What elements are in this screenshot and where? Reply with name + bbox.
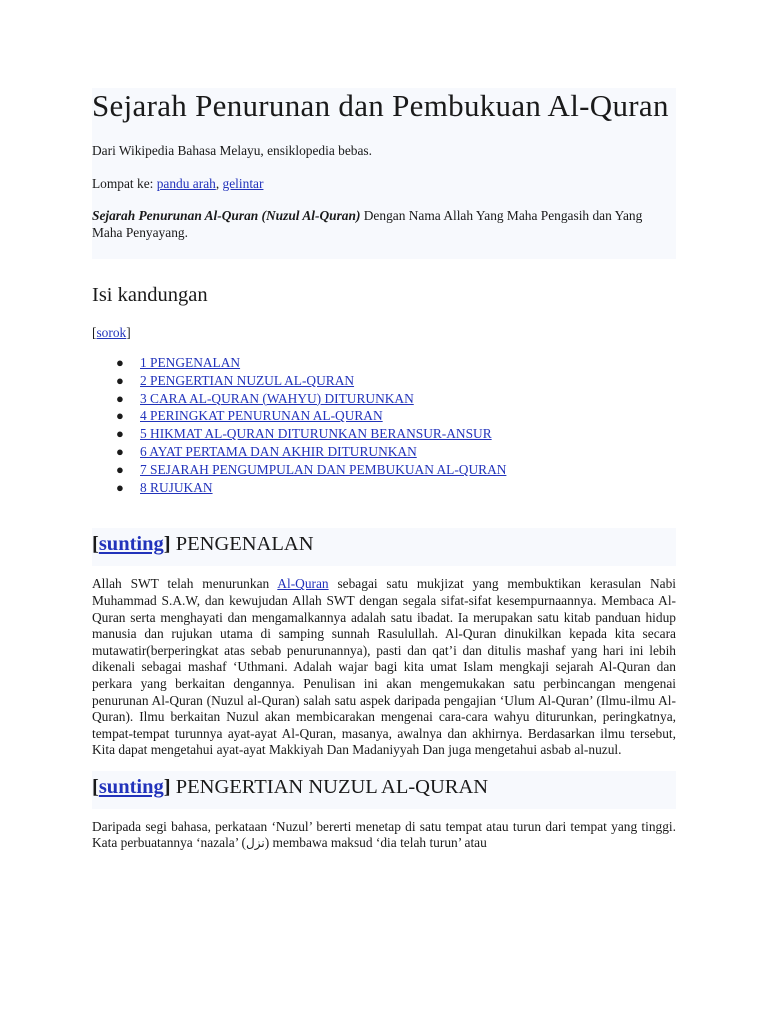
toc-link-8[interactable]: 8 RUJUKAN (140, 479, 213, 495)
jump-separator: , (215, 175, 223, 191)
bullet-icon: ● (116, 408, 124, 424)
bullet-icon: ● (116, 354, 124, 370)
section-2-text-rest: ) membawa maksud ‘dia telah turun’ atau (264, 835, 487, 851)
bullet-icon: ● (116, 479, 124, 495)
toc-link-4[interactable]: 4 PERINGKAT PENURUNAN AL-QURAN (140, 408, 383, 424)
section-heading-pengenalan (92, 528, 676, 566)
toc-title: Isi kandungan (92, 284, 208, 307)
toc-item (116, 461, 676, 479)
bracket-close: ] (163, 775, 171, 798)
table-of-contents (92, 283, 676, 496)
bracket-open: [ (92, 775, 99, 798)
toc-item (116, 372, 676, 390)
section-heading-pengertian (92, 771, 676, 809)
section-title-pengenalan (92, 532, 676, 556)
toc-item (116, 354, 676, 372)
section-title-pengertian (92, 775, 676, 799)
toc-link-7[interactable]: 7 SEJARAH PENGUMPULAN DAN PEMBUKUAN AL-QURAN (140, 461, 507, 477)
article-header (92, 88, 676, 259)
bracket-close: ] (163, 533, 171, 556)
toc-toggle (92, 325, 676, 342)
toc-item (116, 479, 676, 497)
edit-section-1-link[interactable]: sunting (98, 533, 164, 556)
toc-hide-link[interactable]: sorok (96, 325, 127, 341)
toc-item (116, 425, 676, 443)
al-quran-link[interactable]: Al-Quran (277, 576, 329, 592)
bullet-icon: ● (116, 372, 124, 388)
toc-item (116, 407, 676, 425)
bullet-icon: ● (116, 390, 124, 406)
site-tagline: Dari Wikipedia Bahasa Melayu, ensiklopedia bebas. (92, 143, 372, 158)
toc-link-6[interactable]: 6 AYAT PERTAMA DAN AKHIR DITURUNKAN (140, 443, 417, 459)
section-1-text-rest: sebagai satu mukjizat yang membuktikan kerasulan Nabi Muhammad S.A.W, dan kewujudan Allah SWT dengan segala sifat-sifat kesempurnaannya. Membaca Al-Quran serta menghayati dan mengamalkannya adalah satu ibadat. Ia merupakan satu kitab panduan hidup manusia dan rujukan utama di samping sunnah Rasulullah. Al-Quran dinukilkan kepada kita secara mutawatir(berperingkat atas sebab penurunannya), pasti dan qat’i dan ditulis mashaf yang hari ini lebih dikenali sebagai mashaf ‘Uthmani. Adalah wajar bagi kita umat Islam mengkaji sejarah Al-Quran dan perkara yang berkaitan dengannya. Penulisan ini akan mengemukakan satu perbincangan mengenai penurunan Al-Quran (Nuzul al-Quran) salah satu aspek daripada pengajian ‘Ulum Al-Quran’ (Ilmu-ilmu Al-Quran). Ilmu berkaitan Nuzul akan membicarakan mengenai cara-cara wahyu diturunkan, peringkatnya, tempat-tempat turunnya ayat-ayat Al-Quran, masanya, awalnya dan akhirnya. Berdasarkan ilmu tersebut, Kita dapat mengetahui ayat-ayat Makkiyah Dan Madaniyyah Dan juga mengetahui asbab al-nuzul. (92, 576, 676, 758)
section-2-text-start: Daripada segi bahasa, perkataan ‘Nuzul’ bererti menetap di satu tempat atau turun dari tempat yang tinggi. Kata perbuatannya ‘nazala’ ( (92, 818, 676, 851)
page-title: Sejarah Penurunan dan Pembukuan Al-Quran (92, 88, 669, 123)
toc-link-3[interactable]: 3 CARA AL-QURAN (WAHYU) DITURUNKAN (140, 390, 414, 406)
toc-item (116, 443, 676, 461)
jump-links (92, 176, 672, 193)
article-page (92, 88, 676, 852)
intro-rest-text: Dengan Nama Allah Yang Maha Pengasih dan Yang Maha Penyayang. (92, 208, 643, 240)
toc-list (92, 354, 676, 496)
intro-bold-text: Sejarah Penurunan Al-Quran (Nuzul Al-Quran) (92, 208, 361, 224)
bullet-icon: ● (116, 443, 124, 459)
toc-link-2[interactable]: 2 PENGERTIAN NUZUL AL-QURAN (140, 372, 355, 388)
section-1-paragraph (92, 576, 676, 759)
section-2-title-text: PENGERTIAN NUZUL AL-QURAN (170, 775, 489, 798)
arabic-word: نزل (246, 836, 265, 851)
edit-section-2-link[interactable]: sunting (98, 775, 164, 798)
section-2-paragraph (92, 819, 676, 852)
section-1-text-start: Allah SWT telah menurunkan (92, 576, 278, 592)
toc-toggle-open: [ (92, 325, 97, 341)
toc-toggle-close: ] (126, 325, 131, 341)
jump-prefix: Lompat ke: (92, 175, 157, 191)
toc-item (116, 390, 676, 408)
toc-link-5[interactable]: 5 HIKMAT AL-QURAN DITURUNKAN BERANSUR-ANSUR (140, 426, 492, 442)
bracket-open: [ (92, 533, 99, 556)
toc-link-1[interactable]: 1 PENGENALAN (140, 354, 241, 370)
intro-paragraph (92, 208, 672, 241)
bullet-icon: ● (116, 426, 124, 442)
section-1-title-text: PENGENALAN (170, 533, 314, 556)
navigation-link[interactable]: pandu arah (156, 175, 216, 191)
search-link[interactable]: gelintar (222, 175, 264, 191)
bullet-icon: ● (116, 461, 124, 477)
